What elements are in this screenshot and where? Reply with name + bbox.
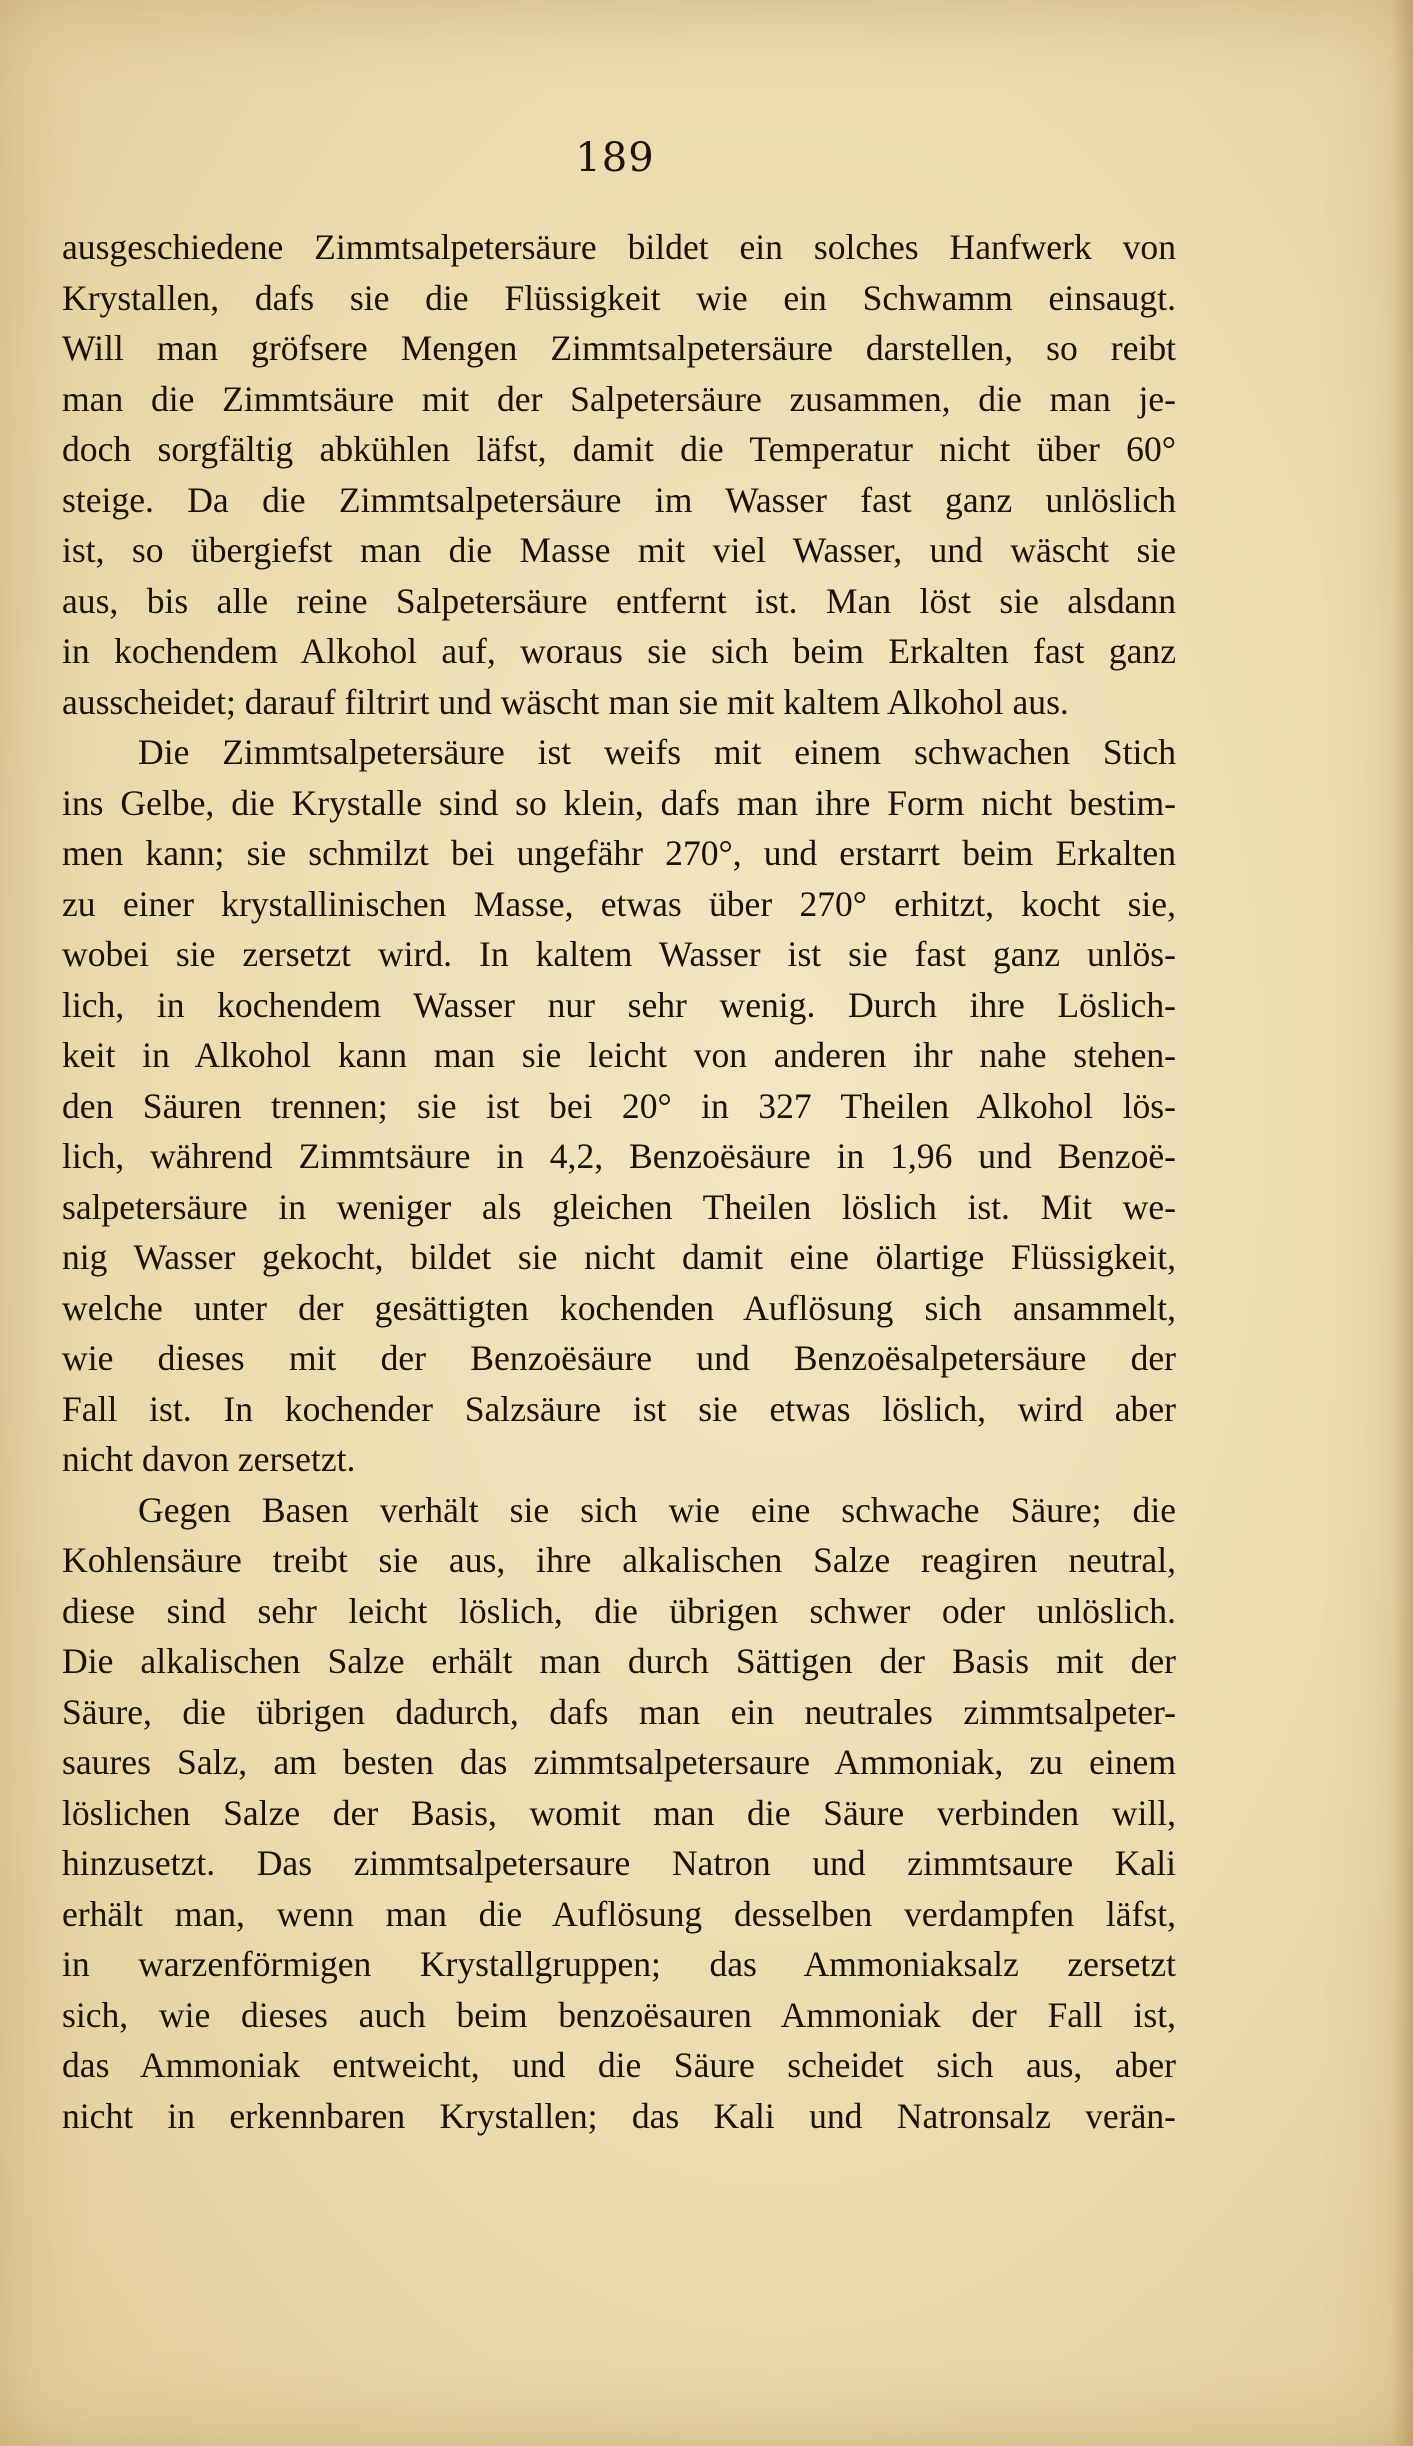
text-line: saures Salz, am besten das zimmtsalpetersaure Ammoniak, zu einem [62, 1742, 1176, 1782]
text-line: nicht davon zersetzt. [62, 1439, 356, 1479]
text-line: Will man gröfsere Mengen Zimmtsalpetersäure darstellen, so reibt [62, 328, 1176, 368]
text-line: steige. Da die Zimmtsalpetersäure im Wasser fast ganz unlöslich [62, 479, 1176, 520]
text-line: diese sind sehr leicht löslich, die übrigen schwer oder unlöslich. [62, 1590, 1176, 1631]
text-line: welche unter der gesättigten kochenden Auflösung sich ansammelt, [62, 1287, 1176, 1328]
text-line: men kann; sie schmilzt bei ungefähr 270°, und erstarrt beim Erkalten [62, 833, 1176, 873]
page-number: 189 [575, 135, 655, 181]
text-line: wie dieses mit der Benzoësäure und Benzoësalpetersäure der [62, 1338, 1176, 1378]
text-line: ist, so übergiefst man die Masse mit viel Wasser, und wäscht sie [62, 530, 1176, 570]
text-line: in warzenförmigen Krystallgruppen; das Ammoniaksalz zersetzt [62, 1944, 1176, 1984]
text-line: Kohlensäure treibt sie aus, ihre alkalischen Salze reagiren neutral, [62, 1540, 1176, 1580]
text-line: wobei sie zersetzt wird. In kaltem Wasser ist sie fast ganz unlös- [62, 934, 1176, 974]
text-line: keit in Alkohol kann man sie leicht von anderen ihr nahe stehen- [62, 1035, 1176, 1075]
body-text [62, 222, 1176, 2141]
text-line: sich, wie dieses auch beim benzoësauren Ammoniak der Fall ist, [62, 1994, 1176, 2035]
text-line: erhält man, wenn man die Auflösung desselben verdampfen läfst, [62, 1893, 1176, 1934]
text-line: nig Wasser gekocht, bildet sie nicht damit eine ölartige Flüssigkeit, [62, 1237, 1176, 1277]
text-line: das Ammoniak entweicht, und die Säure scheidet sich aus, aber [62, 2045, 1176, 2085]
text-line: zu einer krystallinischen Masse, etwas über 270° erhitzt, kocht sie, [62, 883, 1176, 924]
text-line: Krystallen, dafs sie die Flüssigkeit wie ein Schwamm einsaugt. [62, 277, 1176, 318]
text-line: salpetersäure in weniger als gleichen Theilen löslich ist. Mit we- [62, 1186, 1176, 1227]
text-line: ausgeschiedene Zimmtsalpetersäure bildet ein solches Hanfwerk von [62, 227, 1176, 267]
text-line: aus, bis alle reine Salpetersäure entfernt ist. Man löst sie alsdann [62, 580, 1176, 621]
text-line: lich, in kochendem Wasser nur sehr wenig. Durch ihre Löslich- [62, 984, 1176, 1025]
text-line: hinzusetzt. Das zimmtsalpetersaure Natron und zimmtsaure Kali [62, 1843, 1176, 1883]
text-line: ausscheidet; darauf filtrirt und wäscht man sie mit kaltem Alkohol aus. [62, 681, 1069, 722]
text-line: Die alkalischen Salze erhält man durch Sättigen der Basis mit der [62, 1641, 1176, 1681]
text-line: doch sorgfältig abkühlen läfst, damit die Temperatur nicht über 60° [62, 429, 1176, 469]
text-line: lich, während Zimmtsäure in 4,2, Benzoësäure in 1,96 und Benzoë- [62, 1136, 1176, 1176]
text-line: nicht in erkennbaren Krystallen; das Kali und Natronsalz verän- [62, 2095, 1176, 2136]
text-line: man die Zimmtsäure mit der Salpetersäure zusammen, die man je- [62, 378, 1176, 419]
page-edge-shadow [1391, 0, 1413, 2446]
text-line: Säure, die übrigen dadurch, dafs man ein neutrales zimmtsalpeter- [62, 1691, 1176, 1732]
text-line: Die Zimmtsalpetersäure ist weifs mit einem schwachen Stich [138, 732, 1176, 772]
text-line: Gegen Basen verhält sie sich wie eine schwache Säure; die [138, 1489, 1176, 1530]
text-line: löslichen Salze der Basis, womit man die Säure verbinden will, [62, 1792, 1176, 1833]
text-line: Fall ist. In kochender Salzsäure ist sie etwas löslich, wird aber [62, 1388, 1176, 1429]
text-line: in kochendem Alkohol auf, woraus sie sich beim Erkalten fast ganz [62, 631, 1176, 671]
text-line: den Säuren trennen; sie ist bei 20° in 327 Theilen Alkohol lös- [62, 1085, 1176, 1126]
text-line: ins Gelbe, die Krystalle sind so klein, dafs man ihre Form nicht bestim- [62, 782, 1176, 823]
